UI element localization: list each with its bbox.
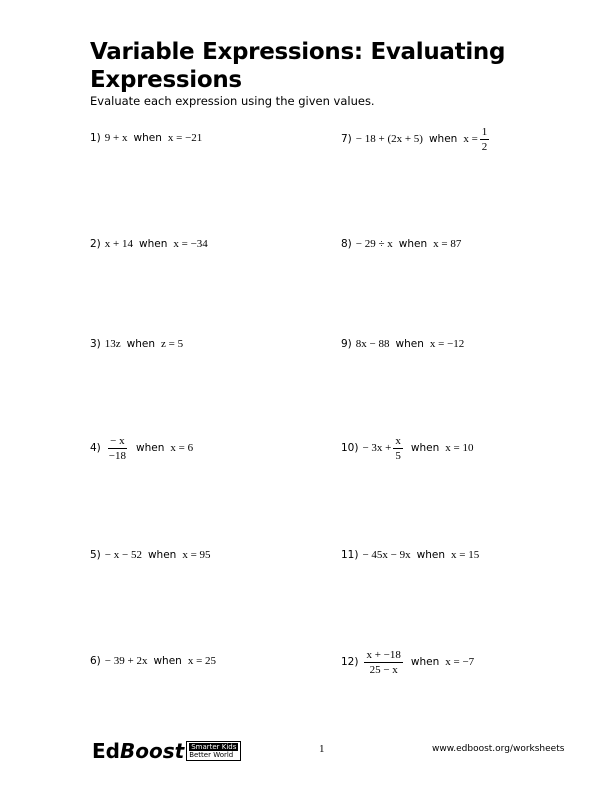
given-value: x = 15 [451, 549, 480, 561]
instructions: Evaluate each expression using the given values. [90, 94, 375, 108]
fraction [364, 649, 402, 676]
problem-7 [341, 121, 491, 157]
numerator: 1 [481, 125, 488, 138]
expression: − 29 ÷ x [355, 238, 393, 250]
numerator: x + −18 [366, 648, 401, 661]
expression: − 45x − 9x [362, 549, 411, 561]
expression: − 18 + (2x + 5) [355, 133, 423, 145]
problem-5 [90, 545, 211, 565]
expression: 9 + x [104, 132, 128, 144]
numerator: x [395, 434, 401, 447]
when-label: when [428, 133, 458, 145]
edboost-logo [92, 738, 241, 764]
numerator: − x [110, 434, 125, 447]
given-value: x = −7 [445, 656, 475, 668]
when-label: when [398, 238, 428, 250]
when-label: when [395, 338, 424, 350]
given-value: x = −34 [173, 238, 208, 250]
problem-number: 3) [90, 338, 101, 350]
problem-number: 12) [341, 656, 359, 668]
problem-10 [341, 430, 473, 466]
problem-9 [341, 334, 464, 354]
given-value: x = 10 [445, 442, 474, 454]
problem-number: 7) [341, 133, 352, 145]
when-label: when [139, 238, 168, 250]
page-title: Variable Expressions: Evaluating Expressions [90, 39, 506, 93]
given-value: x = 95 [182, 549, 211, 561]
problem-3 [90, 334, 183, 354]
expression: − 39 + 2x [104, 655, 148, 667]
given-value: x = [463, 133, 478, 145]
footer-url: www.edboost.org/worksheets [432, 744, 565, 754]
problem-11 [341, 545, 479, 565]
denominator: 5 [395, 449, 401, 462]
problem-number: 9) [341, 338, 352, 350]
fraction [480, 126, 490, 153]
given-value: z = 5 [161, 338, 184, 350]
problem-12 [341, 644, 474, 680]
given-value: x = 6 [170, 442, 194, 454]
when-label: when [153, 655, 182, 667]
problem-number: 6) [90, 655, 101, 667]
given-value: x = −12 [429, 338, 465, 350]
denominator: 25 − x [369, 663, 398, 676]
when-label: when [147, 549, 177, 561]
given-value: x = 87 [433, 238, 462, 250]
problem-8 [341, 234, 461, 254]
denominator: 2 [481, 140, 488, 153]
problem-1 [90, 128, 202, 148]
problem-number: 11) [341, 549, 359, 561]
page-number: 1 [319, 743, 325, 755]
tagline-line-2: Better World [189, 751, 234, 759]
fraction [107, 435, 128, 462]
problem-number: 8) [341, 238, 352, 250]
expression: − x − 52 [104, 549, 142, 561]
problem-number: 4) [90, 442, 101, 454]
denominator: −18 [108, 449, 126, 462]
when-label: when [126, 338, 156, 350]
problem-4 [90, 430, 193, 466]
fraction [393, 435, 403, 462]
problem-number: 1) [90, 132, 101, 144]
when-label: when [410, 442, 440, 454]
problem-number: 2) [90, 238, 101, 250]
when-label: when [416, 549, 445, 561]
expression: 13z [104, 338, 121, 350]
when-label: when [133, 132, 162, 144]
when-label: when [136, 442, 165, 454]
expression: x + 14 [104, 238, 133, 250]
logo-tagline [186, 741, 241, 761]
problem-number: 10) [341, 442, 359, 454]
problem-6 [90, 651, 216, 671]
problem-2 [90, 234, 208, 254]
expression: 8x − 88 [355, 338, 390, 350]
given-value: x = 25 [187, 655, 217, 667]
given-value: x = −21 [167, 132, 203, 144]
logo-boost-text: Boost [119, 739, 185, 763]
tagline-line-1: Smarter Kids [191, 743, 237, 751]
expression: − 3x + [362, 442, 392, 454]
logo-ed-text: Ed [92, 739, 120, 763]
when-label: when [410, 656, 440, 668]
problem-number: 5) [90, 549, 101, 561]
